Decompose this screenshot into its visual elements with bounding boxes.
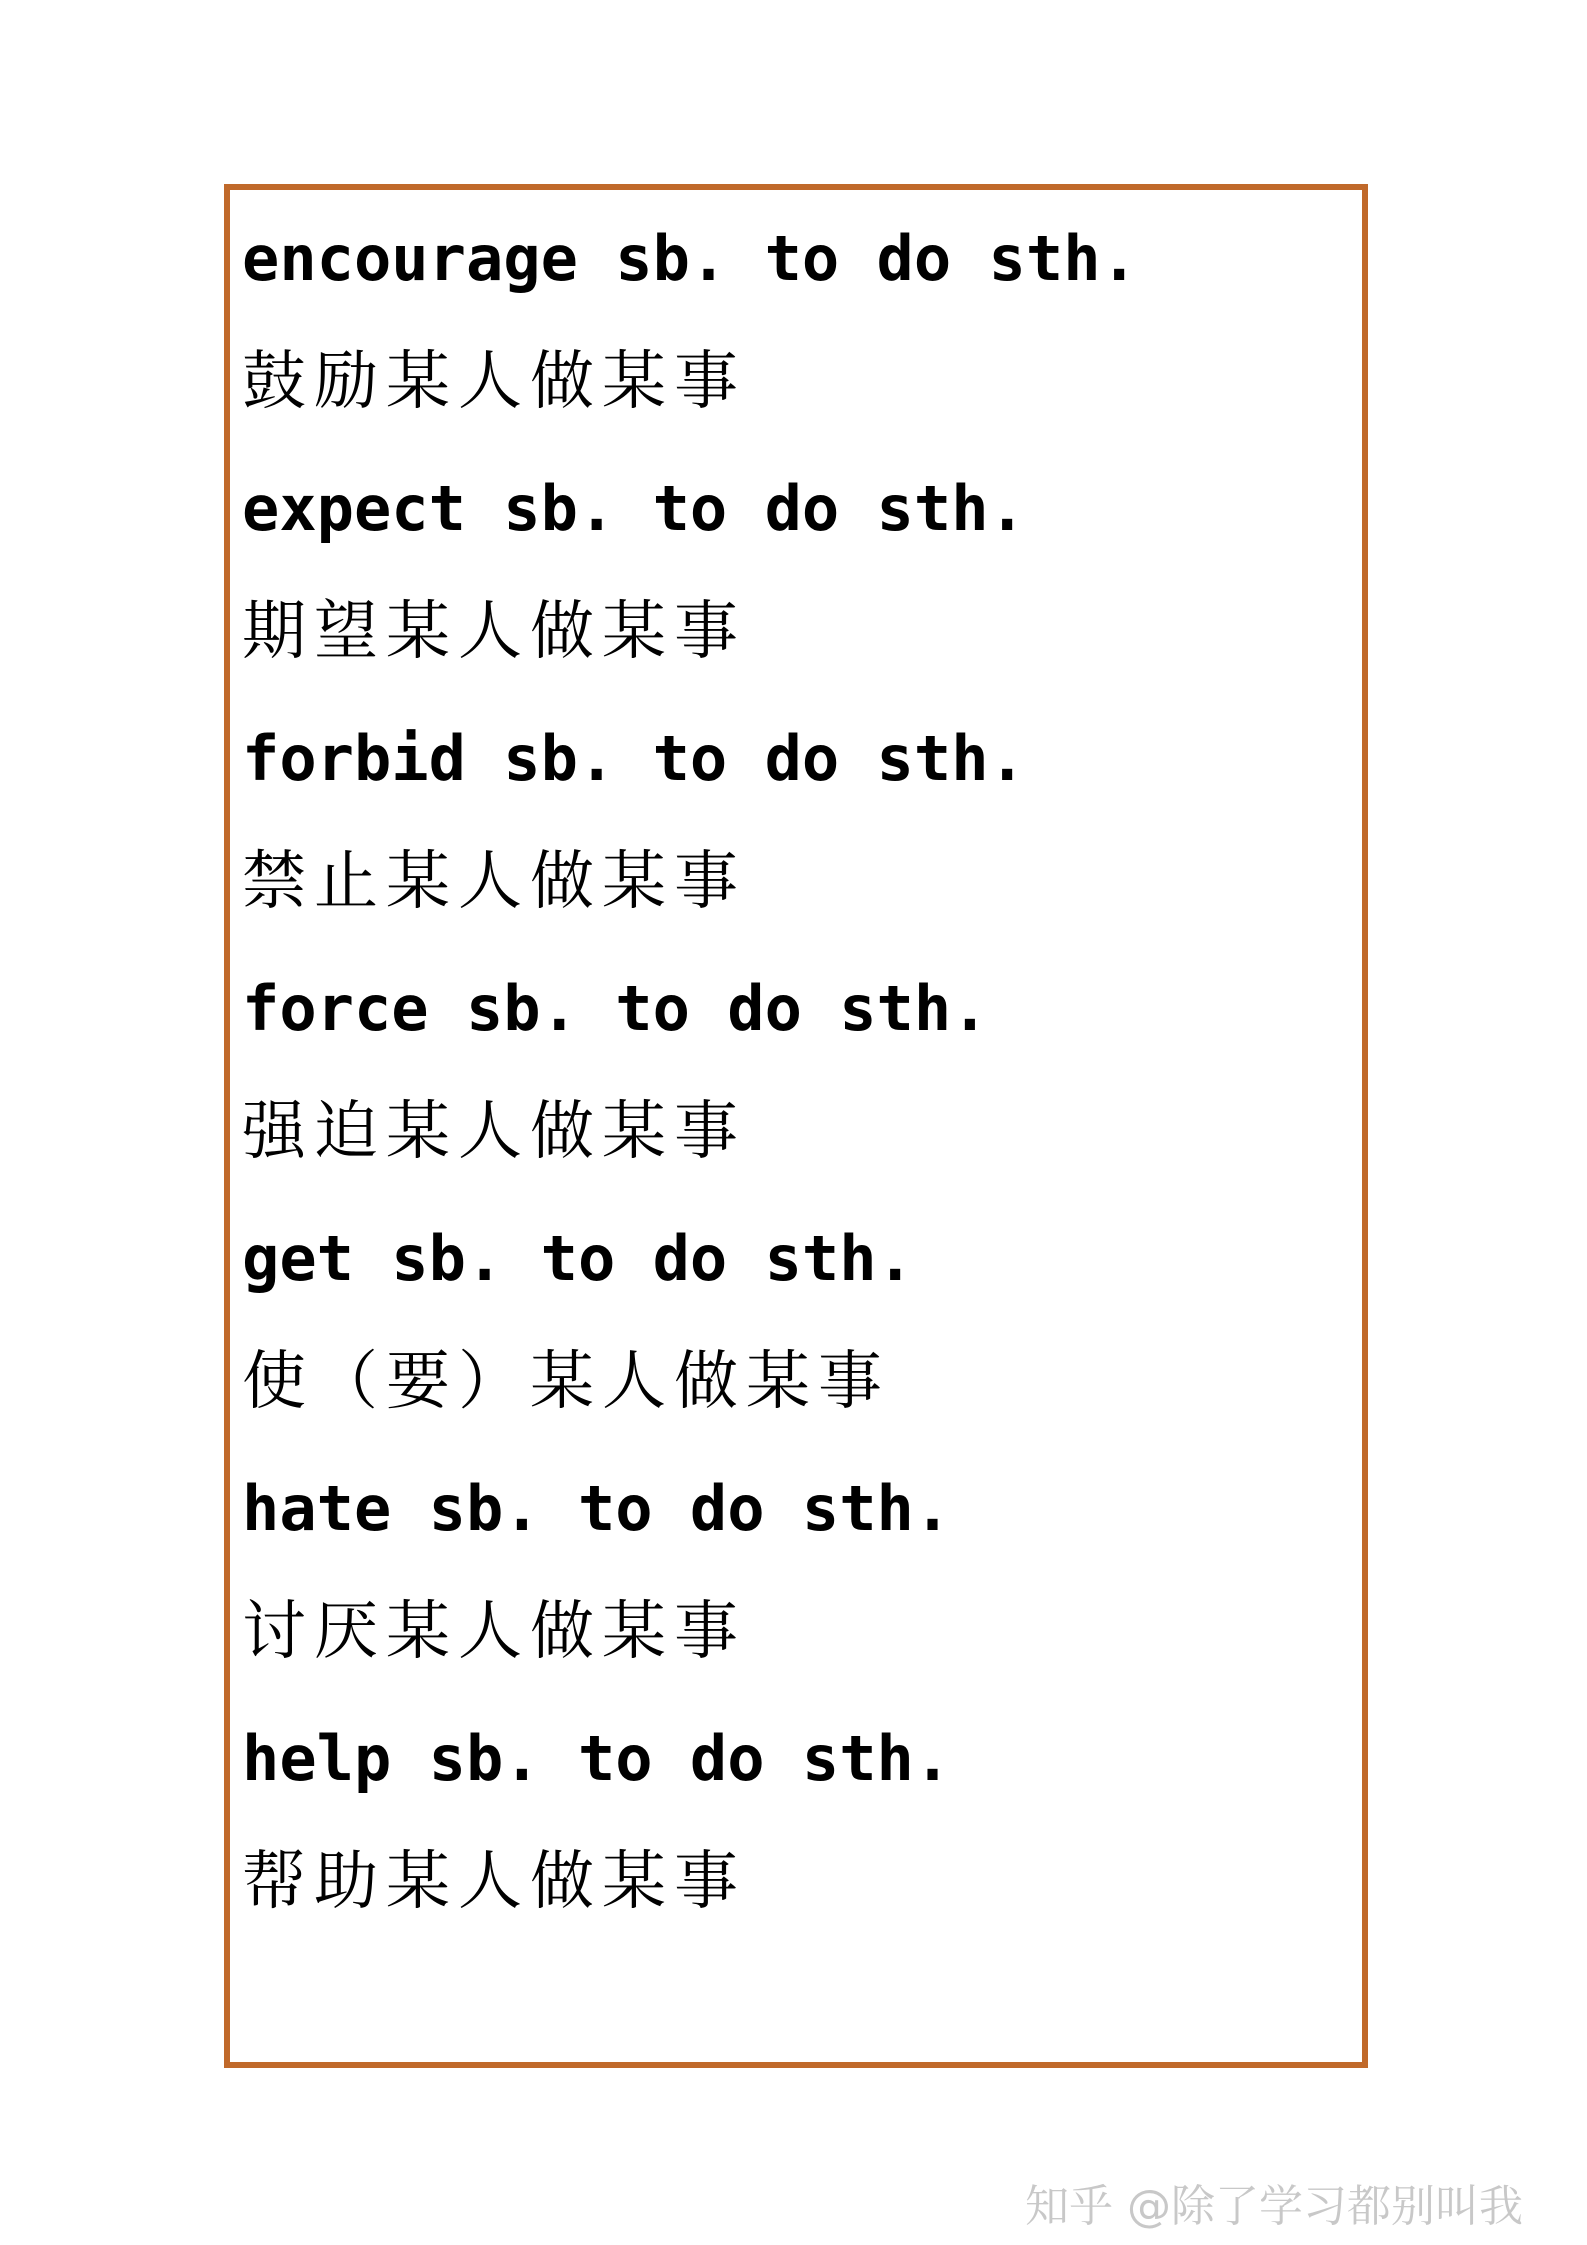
phrase-english: expect sb. to do sth. bbox=[242, 472, 1026, 545]
phrase-english: get sb. to do sth. bbox=[242, 1222, 914, 1295]
phrase-chinese: 讨厌某人做某事 bbox=[242, 1595, 746, 1669]
phrase-chinese: 帮助某人做某事 bbox=[242, 1845, 746, 1919]
phrase-chinese: 强迫某人做某事 bbox=[242, 1095, 746, 1169]
phrase-chinese: 鼓励某人做某事 bbox=[242, 345, 746, 419]
phrase-english: force sb. to do sth. bbox=[242, 972, 989, 1045]
phrase-chinese: 使（要）某人做某事 bbox=[242, 1345, 890, 1419]
phrase-chinese: 禁止某人做某事 bbox=[242, 845, 746, 919]
phrase-english: forbid sb. to do sth. bbox=[242, 722, 1026, 795]
phrase-english: help sb. to do sth. bbox=[242, 1722, 952, 1795]
phrase-english: hate sb. to do sth. bbox=[242, 1472, 952, 1545]
phrase-english: encourage sb. to do sth. bbox=[242, 222, 1138, 295]
phrase-chinese: 期望某人做某事 bbox=[242, 595, 746, 669]
watermark: 知乎 @除了学习都别叫我 bbox=[1025, 2181, 1523, 2232]
